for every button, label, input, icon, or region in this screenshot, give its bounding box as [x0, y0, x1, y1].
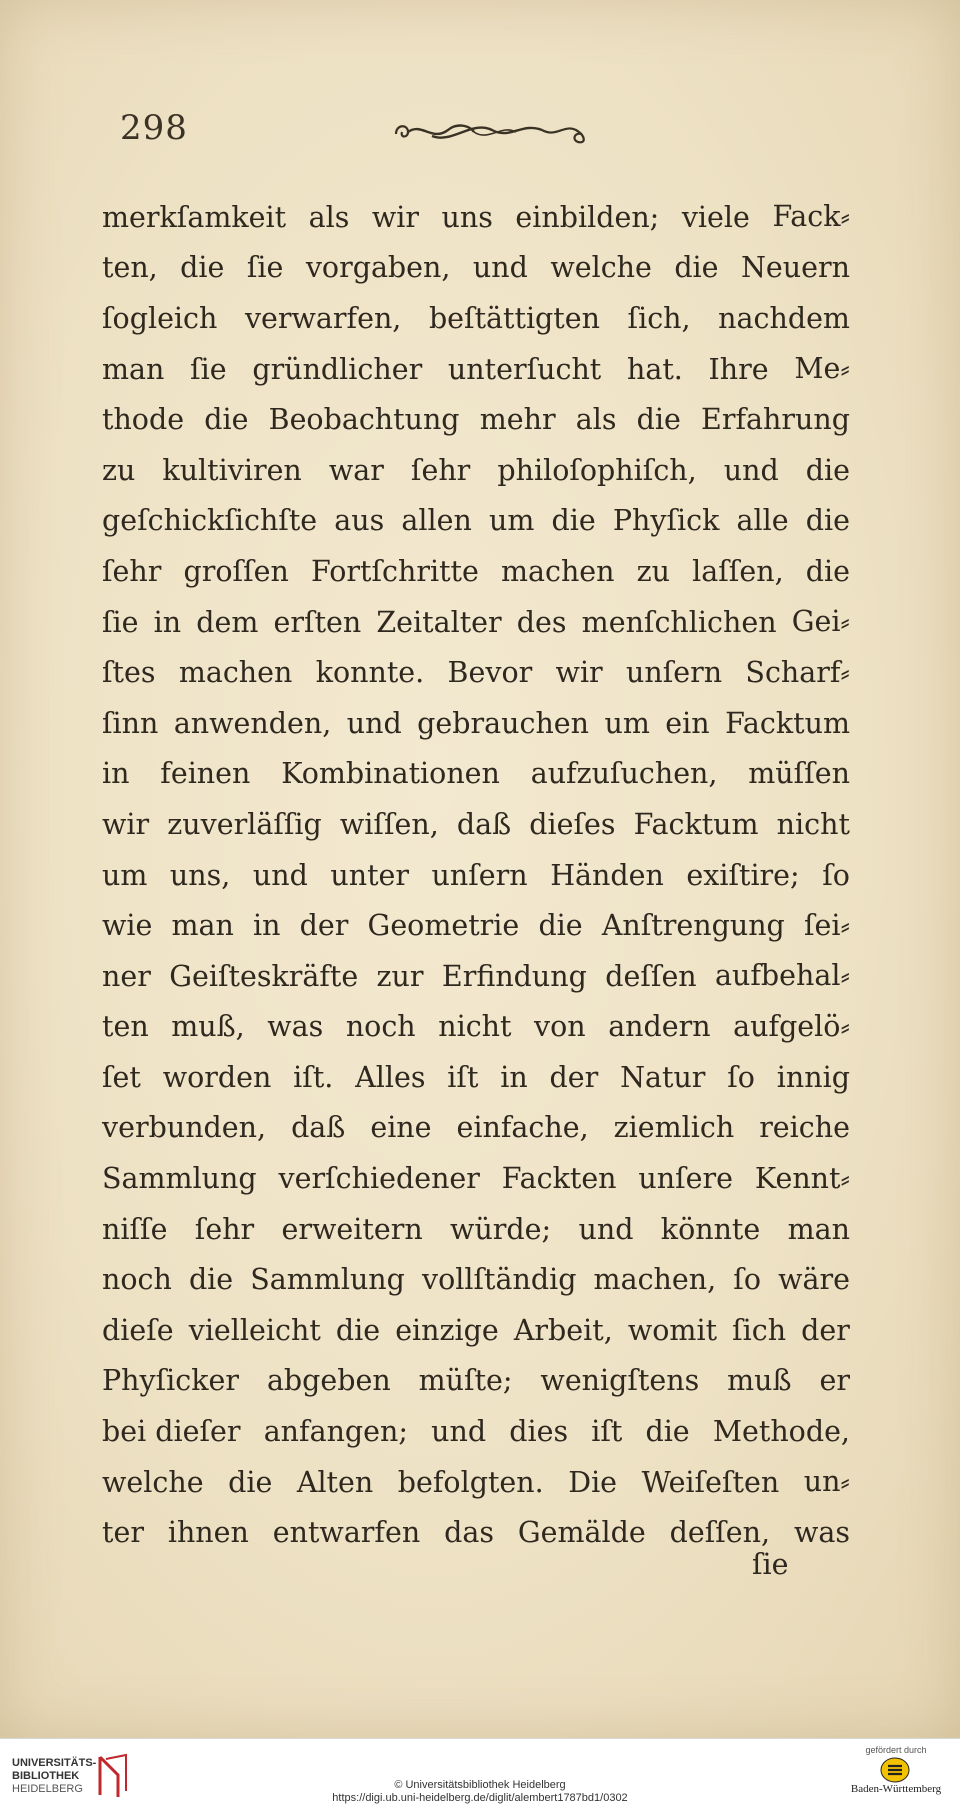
word: ſich: [732, 1313, 787, 1347]
text-line: [102, 698, 850, 749]
word: iſt.: [293, 1060, 334, 1094]
word: Die: [568, 1465, 618, 1499]
word: Zeitalter: [376, 605, 502, 639]
word: bei dieſer: [102, 1415, 241, 1449]
word: in: [500, 1060, 528, 1094]
word: um: [604, 706, 650, 740]
word: uns,: [169, 858, 231, 892]
word: iſt: [591, 1415, 623, 1449]
permalink-url[interactable]: https://digi.ub.uni-heidelberg.de/diglit/alembert1787bd1/0302: [332, 1792, 628, 1804]
word: das: [444, 1516, 494, 1550]
word: beſtättigten: [428, 301, 600, 335]
word: ſo: [822, 858, 850, 892]
word: Kennt⸗: [754, 1161, 850, 1195]
word: zur: [376, 959, 424, 993]
word: Arbeit,: [513, 1313, 613, 1347]
word: befolgten.: [397, 1465, 544, 1499]
word: machen,: [593, 1263, 717, 1297]
word: anwenden,: [173, 706, 332, 740]
word: was: [267, 1010, 324, 1044]
word: als: [575, 403, 617, 437]
text-line: [102, 749, 850, 800]
word: Me⸗: [794, 352, 850, 386]
word: die: [180, 251, 225, 285]
word: ſo: [727, 1060, 755, 1094]
word: müſte;: [418, 1364, 513, 1398]
text-line: [102, 394, 850, 445]
word: ſogleich: [102, 301, 218, 335]
word: ter: [102, 1516, 144, 1550]
word: und: [472, 251, 528, 285]
word: thode: [102, 403, 185, 437]
decorative-ornament-icon: [392, 116, 592, 152]
word: Facktum: [725, 706, 850, 740]
word: welche: [550, 251, 652, 285]
word: Natur: [620, 1060, 706, 1094]
word: hat.: [626, 352, 683, 386]
word: und: [578, 1212, 634, 1246]
word: laſſen,: [692, 554, 784, 588]
word: erſten: [273, 605, 362, 639]
word: ſie: [190, 352, 227, 386]
word: niſſe: [102, 1212, 168, 1246]
text-line: [102, 850, 850, 901]
word: die: [204, 403, 249, 437]
word: Gei⸗: [791, 605, 850, 639]
library-name-line2: BIBLIOTHEK: [12, 1770, 80, 1782]
word: wir: [371, 200, 419, 234]
word: vollſtändig: [422, 1263, 577, 1297]
word: zu: [102, 453, 136, 487]
word: der: [299, 909, 349, 943]
word: abgeben: [266, 1364, 391, 1398]
word: aufbehal⸗: [715, 959, 850, 993]
word: als: [308, 200, 350, 234]
word: um: [488, 504, 535, 538]
word: wie: [102, 909, 153, 943]
word: unſern: [626, 656, 723, 690]
word: ſehr: [102, 554, 162, 588]
word: ſo: [733, 1263, 761, 1297]
word: er: [819, 1364, 850, 1398]
word: innig: [776, 1060, 850, 1094]
word: um: [102, 858, 148, 892]
word: reiche: [759, 1111, 850, 1145]
word: von: [534, 1010, 586, 1044]
word: dieſes: [529, 807, 616, 841]
word: in: [253, 909, 281, 943]
word: die: [805, 453, 850, 487]
word: kultiviren: [162, 453, 302, 487]
text-line: [102, 1305, 850, 1356]
text-line: [102, 293, 850, 344]
copyright-notice: [0, 1779, 960, 1805]
word: die: [805, 554, 850, 588]
text-line: [102, 1507, 850, 1558]
word: einbilden;: [515, 200, 660, 234]
word: nachdem: [718, 301, 850, 335]
word: Facktum: [633, 807, 759, 841]
sponsor-name: Baden-Württemberg: [850, 1783, 942, 1795]
word: aufgelö⸗: [733, 1009, 850, 1043]
word: un⸗: [803, 1465, 850, 1499]
word: Sammlung: [250, 1263, 405, 1297]
word: unſern: [431, 858, 528, 892]
word: ziemlich: [613, 1111, 735, 1145]
text-line: [102, 1254, 850, 1305]
page-number: 298: [120, 108, 188, 148]
word: vorgaben,: [305, 251, 451, 285]
word: Erfahrung: [701, 403, 850, 437]
copyright-text: © Universitätsbibliothek Heidelberg: [394, 1779, 566, 1791]
word: machen: [500, 554, 615, 588]
text-line: [102, 445, 850, 496]
text-line: [102, 1457, 850, 1508]
word: Alles: [355, 1060, 426, 1094]
word: ihnen: [167, 1516, 249, 1550]
word: die: [335, 1313, 381, 1347]
word: Ihre: [708, 352, 769, 386]
word: dem: [196, 605, 259, 639]
word: iſt: [447, 1060, 479, 1094]
library-name-line1: UNIVERSITÄTS-: [12, 1757, 97, 1769]
text-line: [102, 1103, 850, 1154]
library-name-line3: HEIDELBERG: [12, 1783, 83, 1795]
word: Kombinationen: [281, 757, 500, 791]
word: würde;: [450, 1212, 552, 1246]
word: könnte: [660, 1212, 761, 1246]
text-line: [102, 597, 850, 648]
word: viele: [681, 200, 750, 234]
word: entwarfen: [272, 1516, 421, 1550]
word: andern: [608, 1010, 711, 1044]
text-line: [102, 192, 850, 243]
word: Phyſicker: [102, 1364, 240, 1398]
word: machen: [178, 656, 293, 690]
word: wir: [555, 656, 603, 690]
text-line: [102, 1052, 850, 1103]
catchword: ſie: [752, 1548, 789, 1581]
word: zu: [636, 554, 671, 588]
word: Methode,: [712, 1415, 850, 1449]
word: welche: [102, 1465, 204, 1499]
word: daß: [291, 1111, 346, 1145]
word: der: [801, 1313, 850, 1347]
word: die: [188, 1263, 234, 1297]
word: unſere: [638, 1162, 734, 1196]
viewer-footer: [0, 1738, 960, 1807]
word: der: [549, 1060, 599, 1094]
word: konnte.: [315, 656, 425, 690]
word: alle: [736, 504, 789, 538]
text-line: [102, 496, 850, 547]
word: unter: [330, 858, 410, 892]
word: ſich,: [627, 301, 691, 335]
state-crest-icon: [880, 1757, 910, 1785]
body-text: [102, 192, 850, 1558]
text-line: [102, 647, 850, 698]
text-line: [102, 243, 850, 294]
word: nicht: [438, 1010, 512, 1044]
word: verbunden,: [102, 1111, 267, 1145]
word: Geometrie: [367, 909, 520, 943]
word: ſtes: [102, 656, 156, 690]
word: dieſe: [102, 1313, 174, 1347]
word: Phyſick: [612, 504, 720, 538]
word: und: [431, 1415, 487, 1449]
word: die: [551, 504, 596, 538]
word: ſehr: [410, 453, 471, 487]
word: wir: [102, 807, 150, 841]
word: Geiſteskräfte: [169, 959, 359, 993]
word: Fackten: [501, 1162, 617, 1196]
word: muß: [727, 1364, 792, 1398]
word: daß: [456, 807, 512, 841]
sponsor-label: gefördert durch: [865, 1745, 927, 1755]
word: unterſucht: [447, 352, 602, 386]
word: ten,: [102, 251, 158, 285]
word: Sammlung: [102, 1162, 257, 1196]
word: die: [538, 909, 583, 943]
word: ner: [102, 959, 151, 993]
word: nicht: [776, 807, 850, 841]
word: vielleicht: [188, 1313, 321, 1347]
word: und: [723, 453, 779, 487]
word: merkſamkeit: [102, 200, 287, 234]
word: und: [346, 706, 402, 740]
word: in: [153, 605, 182, 639]
word: Anſtrengung: [601, 909, 785, 943]
word: die: [645, 1415, 690, 1449]
text-line: [102, 1406, 850, 1457]
word: wäre: [778, 1263, 850, 1297]
word: ſei⸗: [803, 908, 850, 942]
word: erweitern: [281, 1212, 423, 1246]
word: die: [228, 1465, 273, 1499]
word: noch: [345, 1010, 416, 1044]
word: exiſtire;: [686, 858, 800, 892]
word: und: [252, 858, 308, 892]
word: deſſen: [605, 959, 697, 993]
word: Händen: [550, 858, 664, 892]
word: war: [328, 453, 384, 487]
word: man: [787, 1212, 850, 1246]
word: womit: [627, 1313, 718, 1347]
word: dies: [509, 1415, 569, 1449]
text-line: [102, 799, 850, 850]
word: noch: [102, 1263, 172, 1297]
word: allen: [401, 504, 472, 538]
word: wenigſtens: [540, 1364, 700, 1398]
word: gebrauchen: [417, 706, 590, 740]
word: ten: [102, 1010, 149, 1044]
word: was: [793, 1516, 850, 1550]
word: des: [516, 605, 567, 639]
text-line: [102, 1356, 850, 1407]
word: ein: [665, 706, 710, 740]
sponsor-block: [838, 1745, 954, 1795]
word: Gemälde: [517, 1516, 646, 1550]
text-line: [102, 1002, 850, 1053]
word: ſie: [102, 605, 139, 639]
word: die: [636, 403, 681, 437]
word: philoſophiſch,: [497, 453, 697, 487]
word: man: [171, 909, 234, 943]
word: Erfindung: [441, 959, 587, 993]
text-line: [102, 951, 850, 1002]
word: verwarfen,: [244, 301, 402, 335]
text-line: [102, 1153, 850, 1204]
word: uns: [441, 200, 493, 234]
word: die: [805, 504, 850, 538]
word: ſie: [246, 251, 284, 285]
word: einfache,: [456, 1111, 589, 1145]
word: Alten: [296, 1465, 374, 1499]
word: groſſen: [183, 554, 289, 588]
word: feinen: [160, 757, 251, 791]
word: die: [674, 251, 719, 285]
word: ſinn: [102, 706, 159, 740]
word: Scharf⸗: [745, 655, 850, 689]
word: geſchickſichſte: [102, 504, 318, 538]
text-line: [102, 546, 850, 597]
word: worden: [162, 1060, 272, 1094]
text-line: [102, 900, 850, 951]
word: Fack⸗: [772, 200, 850, 234]
word: verſchiedener: [278, 1162, 480, 1196]
page-header: [120, 108, 860, 158]
word: Fortſchritte: [311, 554, 479, 588]
word: Bevor: [447, 656, 533, 690]
word: man: [102, 352, 165, 386]
word: müſſen: [748, 757, 850, 791]
text-line: [102, 344, 850, 395]
word: einzige: [395, 1313, 499, 1347]
word: zuverläſſig: [167, 807, 322, 841]
word: Neuern: [740, 251, 850, 285]
text-line: [102, 1204, 850, 1255]
word: aufzuſuchen,: [530, 757, 718, 791]
word: anfangen;: [263, 1415, 408, 1449]
word: gründlicher: [252, 352, 423, 386]
word: Beobachtung: [268, 403, 460, 437]
word: Weiſeſten: [641, 1465, 780, 1499]
word: menſchlichen: [581, 605, 777, 639]
word: in: [102, 757, 130, 791]
word: eine: [370, 1111, 432, 1145]
word: wiſſen,: [339, 807, 439, 841]
word: ſet: [102, 1060, 141, 1094]
word: ſehr: [194, 1212, 255, 1246]
word: muß,: [171, 1010, 245, 1044]
word: aus: [334, 504, 385, 538]
word: deſſen,: [669, 1516, 771, 1550]
word: mehr: [479, 403, 556, 437]
